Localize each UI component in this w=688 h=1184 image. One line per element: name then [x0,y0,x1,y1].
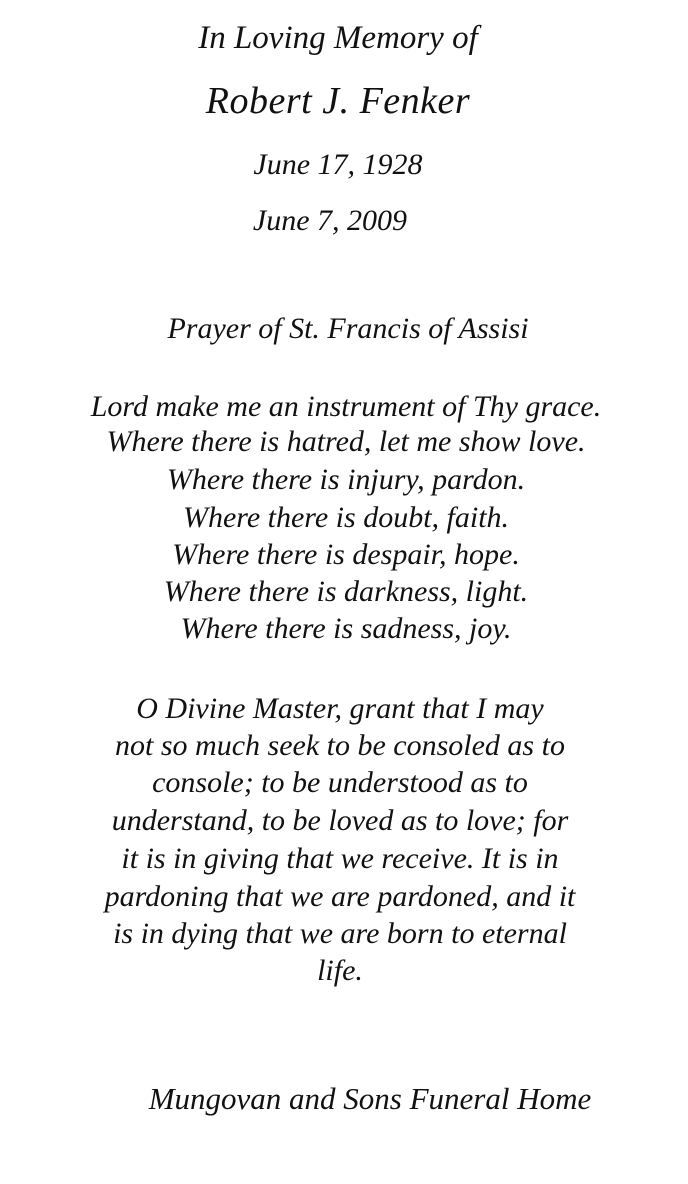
verse-line: Where there is sadness, joy. [180,612,512,645]
funeral-home-name: Mungovan and Sons Funeral Home [148,1081,592,1116]
paragraph-line: it is in giving that we receive. It is in [121,842,559,875]
verse-line: Where there is hatred, let me show love. [106,425,586,458]
memorial-header: In Loving Memory of [198,20,478,56]
prayer-title: Prayer of St. Francis of Assisi [167,312,529,345]
verse-line: Where there is despair, hope. [172,538,520,571]
birth-date: June 17, 1928 [253,148,423,181]
paragraph-line: O Divine Master, grant that I may [136,692,544,725]
paragraph-line: is in dying that we are born to eternal [113,917,567,950]
death-date: June 7, 2009 [252,204,408,237]
paragraph-line: console; to be understood as to [152,766,528,799]
verse-line: Where there is injury, pardon. [166,463,526,496]
paragraph-line: not so much seek to be consoled as to [115,729,565,762]
paragraph-line: life. [317,954,363,987]
verse-line: Where there is doubt, faith. [182,501,510,534]
deceased-name: Robert J. Fenker [205,80,471,122]
paragraph-line: understand, to be loved as to love; for [111,804,569,837]
verse-line: Lord make me an instrument of Thy grace. [90,390,602,423]
verse-line: Where there is darkness, light. [163,575,529,608]
paragraph-line: pardoning that we are pardoned, and it [104,880,576,913]
